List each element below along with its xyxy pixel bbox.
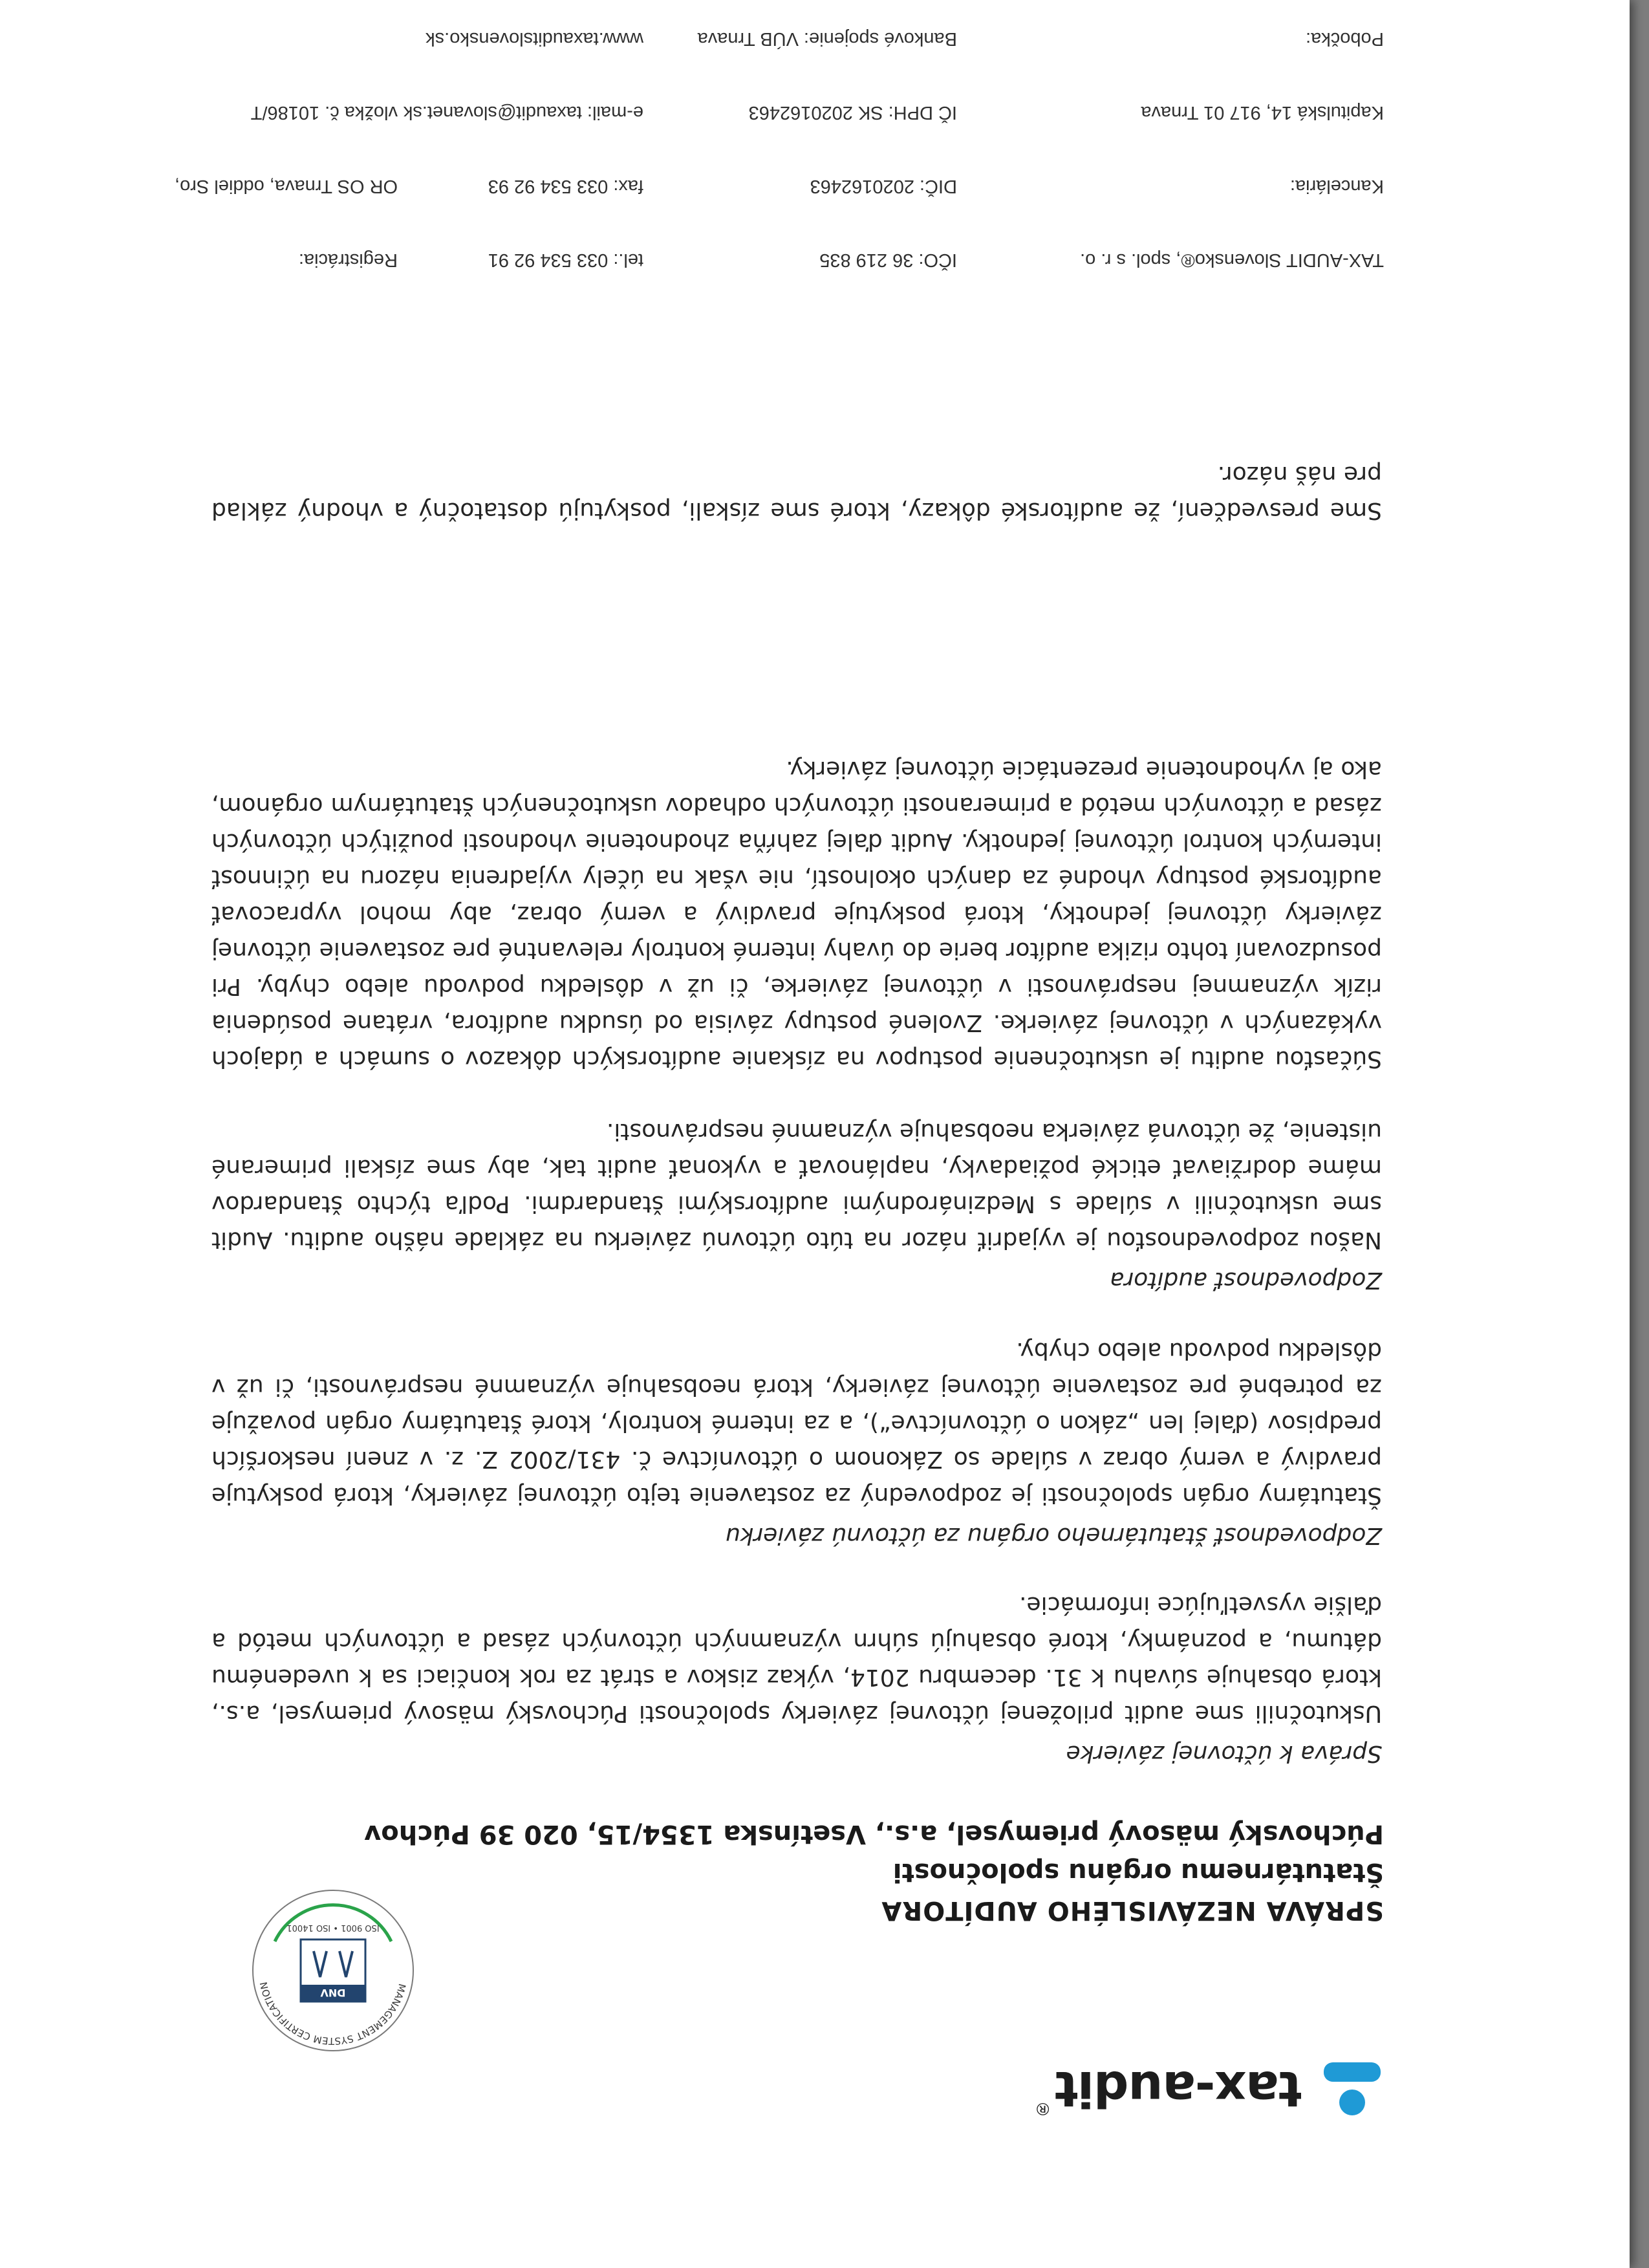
section-paragraph: Štatutárny orgán spoločnosti je zodpovedný za zostavenie tejto účtovnej závierky, ktorá poskytuje pravdivý a verný obraz v súlade so Zákonom o účtovníctve č. 431/2002 Z. z. v znení neskorších predpisov (ďalej len „zákon o účtovníctve“), a za interné kontroly, ktoré štatutárny orgán považuje za potrebné pre zostavenie účtovnej závierky, ktorá neobsahuje významné nesprávnosti, či už v dôsledku podvodu alebo chyby.: [211, 1337, 1382, 1509]
footer-line: Kapitulská 14, 917 01 Trnava: [1141, 102, 1384, 123]
footer-line: OR OS Trnava, oddiel Sro,: [175, 176, 398, 197]
footer-line: Bankové spojenie: VÚB Trnava: [697, 28, 957, 49]
section-title: Správa k účtovnej závierke: [1066, 1740, 1382, 1767]
footer-line: Registrácia:: [298, 250, 398, 270]
footer-line: e-mail: taxaudit@slovanet.sk: [403, 102, 643, 123]
footer-company-block: [1080, 0, 1384, 321]
footer-ids-block: [698, 0, 957, 321]
section-title: Zodpovednosť štatutárneho orgánu za účtovnú závierku: [725, 1522, 1382, 1549]
footer-line: IČ DPH: SK 2020162463: [748, 102, 957, 123]
section-paragraph: Súčasťou auditu je uskutočnenie postupov na získanie audítorských dôkazov o sumách a údajoch vykázaných v účtovnej závierke. Zvolené postupy závisia od úsudku audítora, vrátane posúdenia rizík významnej nesprávnosti v účtovnej závierke, či už v dôsledku podvodu alebo chyby. Pri posudzovaní tohto rizika audítor berie do úvahy interné kontroly relevantné pre zostavenie účtovnej závierky účtovnej jednotky, ktorá poskytuje pravdivý a verný obraz, aby mohol vypracovať audítorské postupy vhodné za daných okolností, nie však na účely vyjadrenia názoru na účinnosť interných kontrol účtovnej jednotky. Audit ďalej zahŕňa zhodnotenie vhodnosti použitých účtovných zásad a účtovných metód a primeranosti účtovných odhadov uskutočnených štatutárnym orgánom, ako aj vyhodnotenie prezentácie účtovnej závierky.: [211, 756, 1382, 1072]
cert-ring-text: MANAGEMENT SYSTEM CERTIFICATION: [257, 1980, 408, 2047]
footer-line: IČO: 36 219 835: [819, 250, 957, 270]
cert-mark: DNV: [320, 1987, 346, 1999]
footer-registration-block: [175, 51, 398, 321]
logo-mark-icon: [1324, 2063, 1381, 2116]
footer-line: DIČ: 2020162463: [810, 176, 957, 197]
report-company: Púchovský mäsový priemysel, a.s., Vsetínska 1354/15, 020 39 Púchov: [364, 1819, 1384, 1849]
footer-line: Kancelária:: [1289, 176, 1384, 197]
footer-line: Pobočka:: [1306, 28, 1384, 49]
footer-line: www.taxauditslovensko.sk: [426, 28, 643, 49]
report-addressee: Štatutárnemu orgánu spoločnosti: [892, 1857, 1384, 1887]
footer-line: tel.: 033 534 92 91: [488, 250, 643, 270]
section-title: Zodpovednosť audítora: [1110, 1267, 1382, 1293]
tax-audit-logo: [1035, 2060, 1381, 2118]
logo-wordmark: tax-audit®: [1035, 2060, 1302, 2118]
footer-line: fax: 033 534 92 93: [488, 176, 643, 197]
section-paragraph: Sme presvedčení, že audítorské dôkazy, ktoré sme získali, poskytujú dostatočný a vhodný základ pre náš názor.: [211, 461, 1382, 524]
section-paragraph: Našou zodpovednosťou je vyjadriť názor na túto účtovnú závierku na základe nášho auditu. Audit sme uskutočnili v súlade s Medzinárodnými audítorskými štandardmi. Podľa týchto štandardov máme dodržiavať etické požiadavky, naplánovať a vykonať audit tak, aby sme získali primerané uistenie, že účtovná závierka neobsahuje významné nesprávnosti.: [211, 1118, 1382, 1253]
section-paragraph: Uskutočnili sme audit priloženej účtovnej závierky spoločnosti Púchovský mäsový priemysel, a.s., ktorá obsahuje súvahu k 31. decembru 2014, výkaz ziskov a strát za rok končiaci sa k uvedenému dátumu, a poznámky, ktoré obsahujú súhrn významných účtovných zásad a účtovných metód a ďalšie vysvetľujúce informácie.: [211, 1592, 1382, 1727]
footer-line: TAX-AUDIT Slovensko®, spol. s r. o.: [1080, 250, 1384, 270]
report-title: SPRÁVA NEZÁVISLÉHO AUDÍTORA: [881, 1895, 1384, 1925]
cert-standards: ISO 9001 • ISO 14001: [286, 1923, 380, 1932]
footer-line: vložka č. 10186/T: [250, 102, 398, 123]
footer-contact-block: [404, 0, 643, 321]
